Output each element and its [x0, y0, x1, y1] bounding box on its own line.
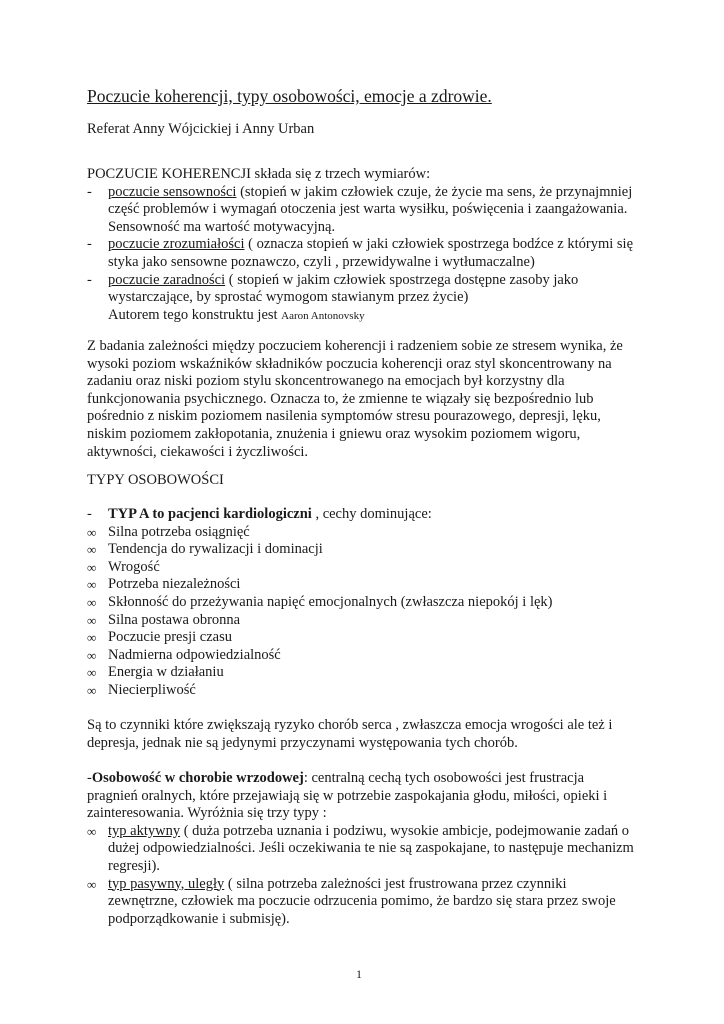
ulcer-type-active: ∞ typ aktywny ( duża potrzeba uznania i podziwu, wysokie ambicje, podejmowanie zadań o — [87, 822, 630, 839]
trait-item: ∞ Nadmierna odpowiedzialność — [87, 646, 281, 663]
infinity-bullet-icon: ∞ — [87, 876, 97, 892]
document-title: Poczucie koherencji, typy osobowości, emocje a zdrowie. — [87, 86, 492, 106]
ulcer-heading: -Osobowość w chorobie wrzodowej: centralną cechą tych osobowości jest frustracja — [87, 770, 585, 786]
infinity-bullet-icon: ∞ — [87, 647, 97, 663]
trait-item: ∞ Poczucie presji czasu — [87, 629, 233, 646]
trait-item: ∞ Skłonność do przeżywania napięć emocjonalnych (zwłaszcza niepokój i lęk) — [87, 593, 553, 610]
author-line: Referat Anny Wójcickiej i Anny Urban — [87, 121, 315, 137]
infinity-bullet-icon: ∞ — [87, 823, 97, 839]
construct-author: Autorem tego konstruktu jest Aaron Antonovsky — [108, 306, 365, 323]
infinity-bullet-icon: ∞ — [87, 630, 97, 646]
term-manageability: poczucie zaradności — [108, 271, 226, 288]
trait-item: ∞ Energia w działaniu — [87, 664, 224, 681]
type-a-section — [87, 506, 647, 700]
coherence-section: POCZUCIE KOHERENCJI składa się z trzech wymiarów: - poczucie sensowności (stopień w jakim człowiek czuje, że życie ma sens, że przynajmniej część problemów i wymagań otoczenia jest warta wysiłku, poświęcenia i zaangażowania. Sensowność ma wartość motywacyjną. - poczucie zrozumiałości ( oznacza stopień w jaki człowiek spostrzega bodźce z którymi się styka jako sensowne poznawczo, czyli , przewidywalne i wytłumaczalne) - poczucie zaradności ( stopień w jakim człowiek spostrzega dostępne zasoby jako wystarczające, by sprostać wymogom stawianym przez życie) Autorem tego konstruktu jest Aaron Antonovsky — [87, 166, 647, 324]
infinity-bullet-icon: ∞ — [87, 542, 97, 558]
dash-marker: - — [87, 271, 92, 288]
dash-marker: - — [87, 236, 92, 253]
ulcer-type-passive: ∞ typ pasywny, uległy ( silna potrzeba zależności jest frustrowana przez czynniki — [87, 875, 567, 892]
trait-item: ∞ Niecierpliwość — [87, 681, 196, 698]
infinity-bullet-icon: ∞ — [87, 665, 97, 681]
term-comprehensibility: poczucie zrozumiałości — [108, 236, 245, 253]
page-number: 1 — [356, 967, 362, 981]
coherence-item-meaningfulness: - poczucie sensowności (stopień w jakim człowiek czuje, że życie ma sens, że przynajmniej — [87, 183, 633, 200]
coherence-item-comprehensibility: - poczucie zrozumiałości ( oznacza stopień w jaki człowiek spostrzega bodźce z którymi się — [87, 236, 634, 253]
ulcer-section: -Osobowość w chorobie wrzodowej: centralną cechą tych osobowości jest frustracja pragnień oralnych, które przejawiają się w potrzebie zaspokajania głodu, miłości, opieki i zainteresowania. Wyróżnia się trzy typy : ∞ typ aktywny ( duża potrzeba uznania i podziwu, wysokie ambicje, podejmowanie zadań o dużej odpowiedzialności. Jeśli oczekiwania te nie są zaspokajane, to następuje mechanizm regresji). ∞ typ pasywny, uległy ( silna potrzeba zależności jest frustrowana przez czynniki zewnętrzne, człowiek ma poczucie odrzucenia pomimo, że bardzo się stara przez swoje podporządkowanie i submisję). — [87, 770, 647, 928]
trait-item: ∞ Silna potrzeba osiągnięć — [87, 523, 250, 540]
coherence-heading: POCZUCIE KOHERENCJI składa się z trzech wymiarów: — [87, 166, 431, 182]
dash-marker: - — [87, 506, 92, 522]
infinity-bullet-icon: ∞ — [87, 594, 97, 610]
infinity-bullet-icon: ∞ — [87, 559, 97, 575]
trait-item: ∞ Silna postawa obronna — [87, 611, 241, 628]
infinity-bullet-icon: ∞ — [87, 577, 97, 593]
type-a-heading: - TYP A to pacjenci kardiologiczni , cechy dominujące: — [87, 506, 432, 522]
term-meaningfulness: poczucie sensowności — [108, 183, 237, 200]
risk-paragraph: Są to czynniki które zwiększają ryzyko chorób serca , zwłaszcza emocja wrogości ale też i depresja, jednak nie są jedynymi przyczynami występowania tych chorób. — [87, 717, 613, 751]
types-heading: TYPY OSOBOWOŚCI — [87, 472, 224, 488]
dash-marker: - — [87, 183, 92, 200]
trait-item: ∞ Tendencja do rywalizacji i dominacji — [87, 541, 323, 558]
infinity-bullet-icon: ∞ — [87, 524, 97, 540]
infinity-bullet-icon: ∞ — [87, 682, 97, 698]
trait-item: ∞ Potrzeba niezależności — [87, 576, 241, 593]
study-paragraph: Z badania zależności między poczuciem koherencji i radzeniem sobie ze stresem wynika, że wysoki poziom wskaźników składników poczucia koherencji oraz styl skoncentrowany na zadaniu oraz niski poziom stylu skoncentrowanego na emocjach był korzystny dla funkcjonowania psychicznego. Oznacza to, że zmienne te wiązały się bezpośrednio lub pośrednio z niskim poziomem nasilenia symptomów stresu pourazowego, depresji, lęku, niskim poziomem zakłopotania, znużenia i gniewu oraz wysokim poziomem wigoru, aktywności, ciekawości i życzliwości. — [87, 338, 623, 460]
infinity-bullet-icon: ∞ — [87, 612, 97, 628]
trait-item: ∞ Wrogość — [87, 558, 160, 575]
coherence-item-manageability: - poczucie zaradności ( stopień w jakim człowiek spostrzega dostępne zasoby jako — [87, 271, 579, 288]
